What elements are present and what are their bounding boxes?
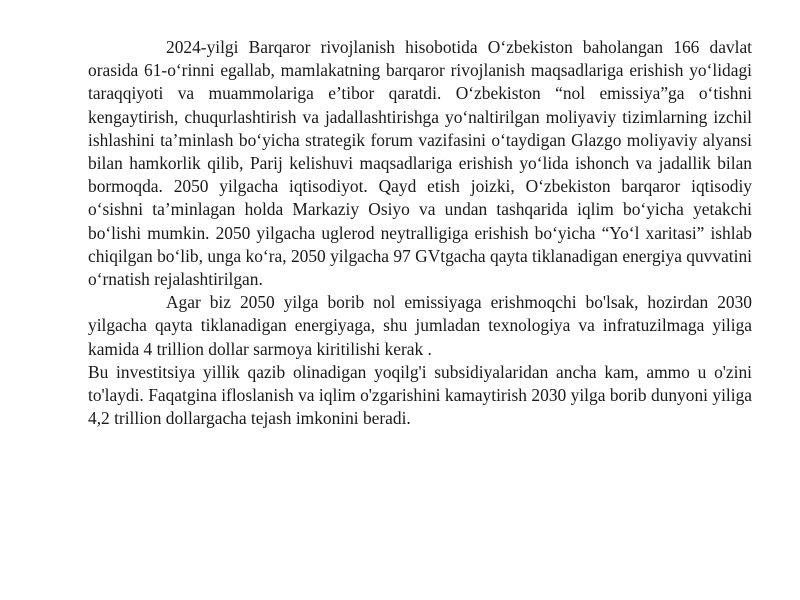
document-body [88, 36, 752, 430]
paragraph-sdg-ranking: 2024-yilgi Barqaror rivojlanish hisobotida O‘zbekiston baholangan 166 davlat orasida 61-o‘rinni egallab, mamlakatning barqaror rivojlanish maqsadlariga erishish yo‘lidagi taraqqiyoti va muammolariga e’tibor qaratdi. O‘zbekiston “nol emissiya”ga o‘tishni kengaytirish, chuqurlashtirish va jadallashtirishga yo‘naltirilgan moliyaviy tizimlarning izchil ishlashini ta’minlash bo‘yicha strategik forum vazifasini o‘taydigan Glazgo moliyaviy alyansi bilan hamkorlik qilib, Parij kelishuvi maqsadlariga erishish yo‘lida ishonch va jadallik bilan bormoqda. 2050 yilgacha iqtisodiyot. Qayd etish joizki, O‘zbekiston barqaror iqtisodiy o‘sishni ta’minlagan holda Markaziy Osiyo va undan tashqarida iqlim bo‘yicha yetakchi bo‘lishi mumkin. 2050 yilgacha uglerod neytralligiga erishish bo‘yicha “Yo‘l xaritasi” ishlab chiqilgan bo‘lib, unga ko‘ra, 2050 yilgacha 97 GVtgacha qayta tiklanadigan energiya quvvatini o‘rnatish rejalashtirilgan. [88, 37, 752, 290]
paragraph-investment-need: Agar biz 2050 yilga borib nol emissiyaga erishmoqchi bo'lsak, hozirdan 2030 yilgacha qayta tiklanadigan energiyaga, shu jumladan texnologiya va infratuzilmaga yiliga kamida 4 trillion dollar sarmoya kiritilishi kerak . [88, 292, 752, 359]
paragraph-investment-savings: Bu investitsiya yillik qazib olinadigan yoqilg'i subsidiyalaridan ancha kam, ammo u o'zini to'laydi. Faqatgina ifloslanish va iqlim o'zgarishini kamaytirish 2030 yilga borib dunyoni yiliga 4,2 trillion dollargacha tejash imkonini beradi. [88, 361, 752, 429]
